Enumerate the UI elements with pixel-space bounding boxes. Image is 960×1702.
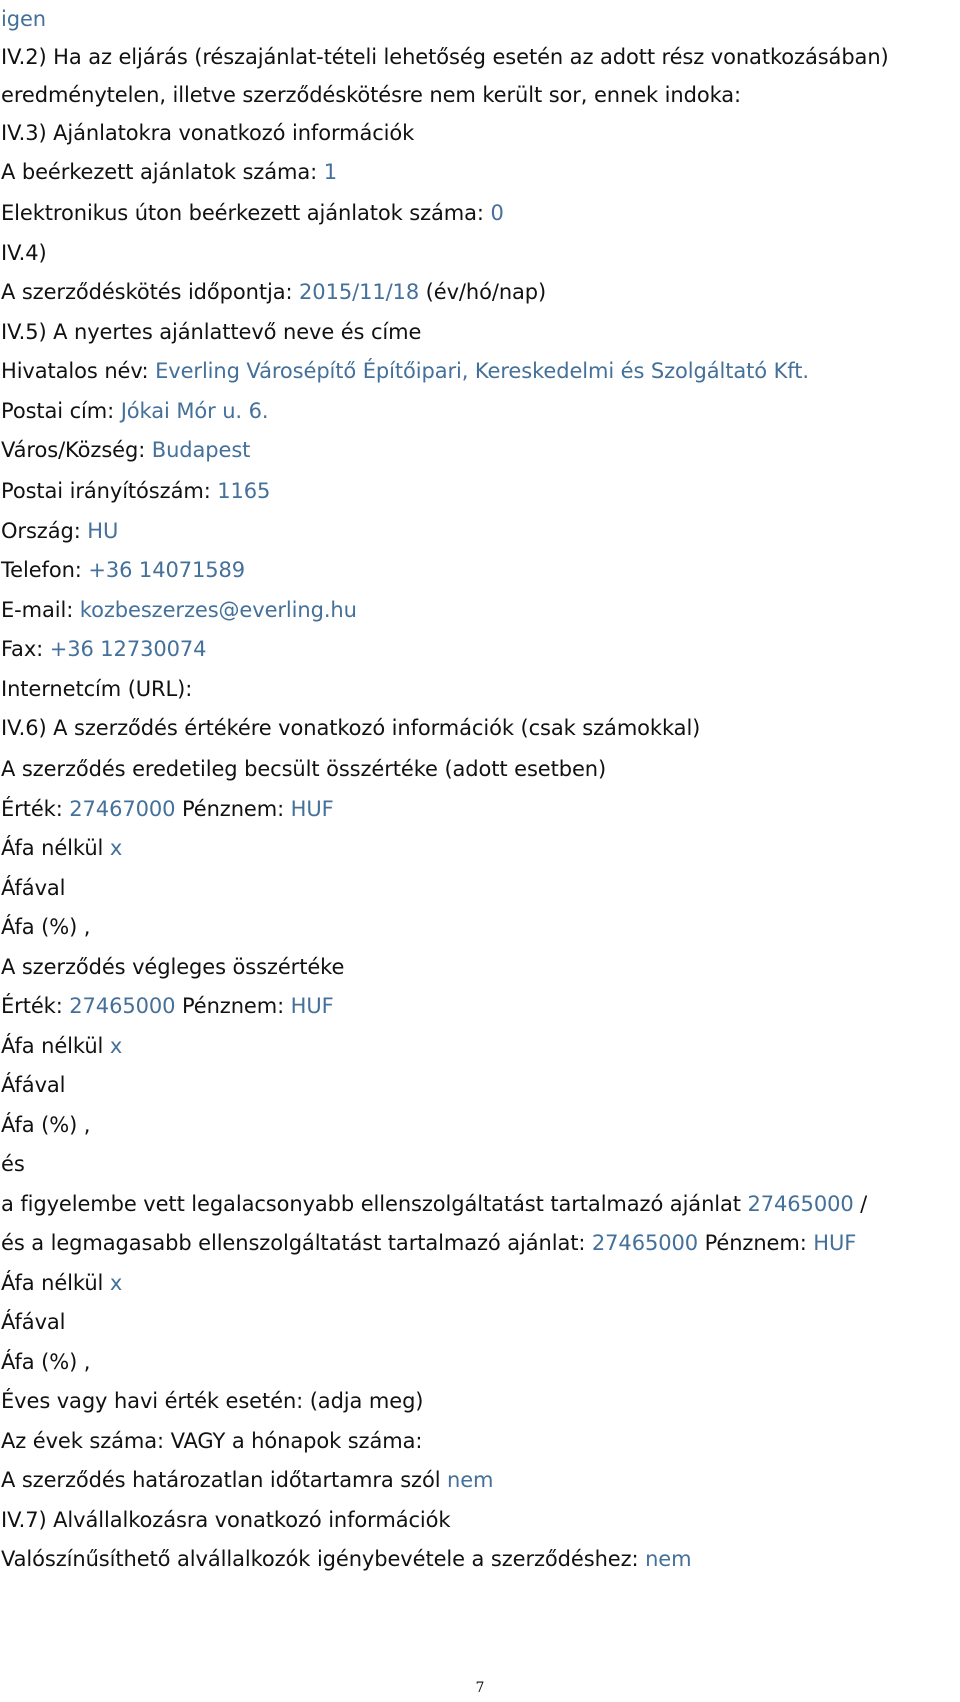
indefinite-duration: A szerződés határozatlan időtartamra szól nem [1, 1468, 494, 1492]
estimated-vat-excluded: Áfa nélkül x [1, 836, 123, 860]
contract-date: A szerződéskötés időpontja: 2015/11/18 (év/hó/nap) [1, 280, 547, 304]
estimated-value: Érték: 27467000 Pénznem: HUF [1, 797, 334, 821]
section-iv3-title: IV.3) Ajánlatokra vonatkozó információk [1, 121, 415, 145]
annual-monthly-value: Éves vagy havi érték esetén: (adja meg) [1, 1389, 424, 1413]
offer-vat-excluded: Áfa nélkül x [1, 1271, 123, 1295]
final-vat-included: Áfával [1, 1073, 66, 1097]
conjunction-es: és [1, 1152, 25, 1176]
electronic-offers-received: Elektronikus úton beérkezett ajánlatok száma: 0 [1, 201, 504, 225]
section-iv2-title-2: eredménytelen, illetve szerződéskötésre nem került sor, ennek indoka: [1, 83, 742, 107]
years-or-months: Az évek száma: VAGY a hónapok száma: [1, 1429, 423, 1453]
internet-address: Internetcím (URL): [1, 677, 193, 701]
fax: Fax: +36 12730074 [1, 637, 207, 661]
final-vat-percent: Áfa (%) , [1, 1113, 91, 1137]
subcontractors-likely: Valószínűsíthető alvállalkozók igénybevétele a szerződéshez: nem [1, 1547, 692, 1571]
offers-received: A beérkezett ajánlatok száma: 1 [1, 160, 337, 184]
postal-address: Postai cím: Jókai Mór u. 6. [1, 399, 269, 423]
line-result-igen: igen [1, 7, 46, 31]
highest-offer: és a legmagasabb ellenszolgáltatást tartalmazó ajánlat: 27465000 Pénznem: HUF [1, 1231, 857, 1255]
section-iv6-title: IV.6) A szerződés értékére vonatkozó információk (csak számokkal) [1, 716, 701, 740]
country: Ország: HU [1, 519, 119, 543]
city: Város/Község: Budapest [1, 438, 251, 462]
email: E-mail: kozbeszerzes@everling.hu [1, 598, 357, 622]
estimated-vat-included: Áfával [1, 876, 66, 900]
final-vat-excluded: Áfa nélkül x [1, 1034, 123, 1058]
offer-vat-included: Áfával [1, 1310, 66, 1334]
section-iv2-title-1: IV.2) Ha az eljárás (részajánlat-tételi lehetőség esetén az adott rész vonatkozásában) [1, 45, 889, 69]
section-iv5-title: IV.5) A nyertes ajánlattevő neve és címe [1, 320, 422, 344]
section-iv7-title: IV.7) Alvállalkozásra vonatkozó információk [1, 1508, 451, 1532]
estimated-vat-percent: Áfa (%) , [1, 915, 91, 939]
postal-code: Postai irányítószám: 1165 [1, 479, 271, 503]
page-number: 7 [475, 1680, 485, 1696]
final-total-heading: A szerződés végleges összértéke [1, 955, 345, 979]
final-value: Érték: 27465000 Pénznem: HUF [1, 994, 334, 1018]
telephone: Telefon: +36 14071589 [1, 558, 246, 582]
section-iv4-title: IV.4) [1, 241, 47, 265]
offer-vat-percent: Áfa (%) , [1, 1350, 91, 1374]
official-name: Hivatalos név: Everling Városépítő Építőipari, Kereskedelmi és Szolgáltató Kft. [1, 359, 809, 383]
estimated-total-heading: A szerződés eredetileg becsült összértéke (adott esetben) [1, 757, 607, 781]
lowest-offer: a figyelembe vett legalacsonyabb ellenszolgáltatást tartalmazó ajánlat 27465000 / [1, 1192, 868, 1216]
